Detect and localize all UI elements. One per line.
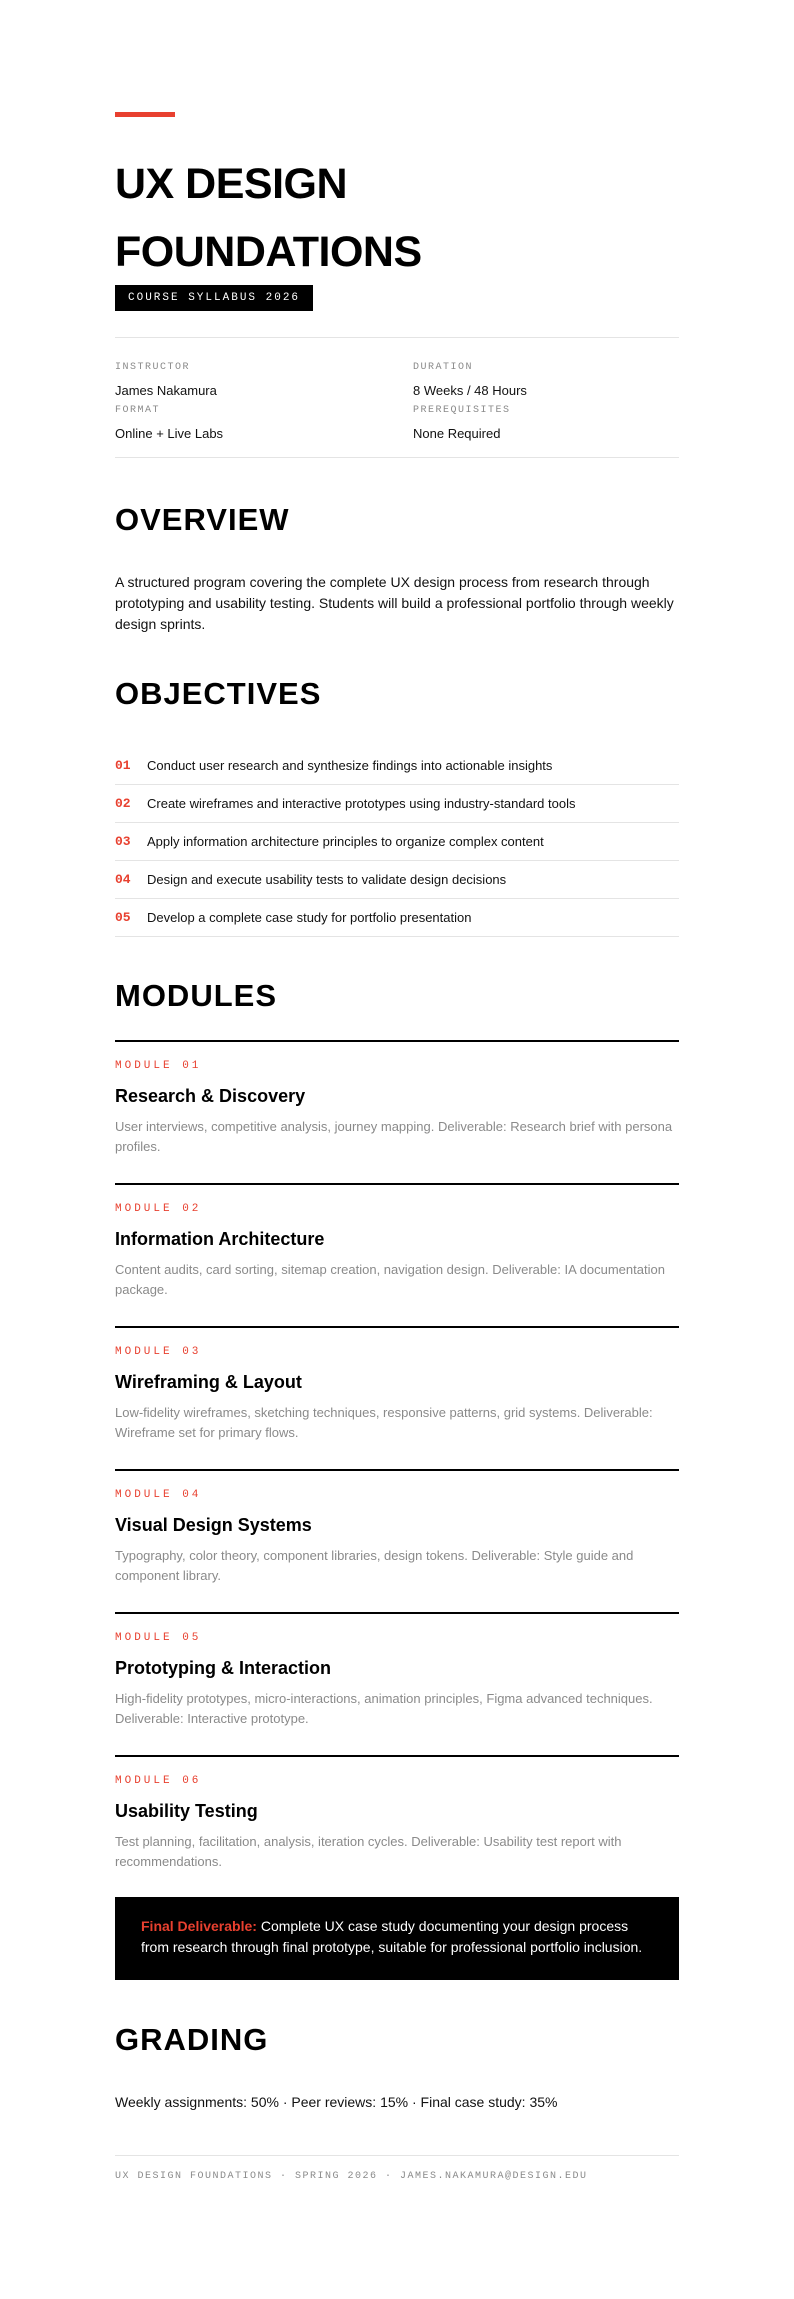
module-label: MODULE 06: [115, 1775, 202, 1787]
objective-text: Conduct user research and synthesize findings into actionable insights: [147, 758, 553, 773]
list-item: [115, 899, 679, 937]
module-description: User interviews, competitive analysis, journey mapping. Deliverable: Research brief with persona profiles.: [115, 1119, 673, 1154]
objective-number: 03: [115, 834, 131, 849]
objectives-heading: OBJECTIVES: [115, 676, 322, 711]
meta-prerequisites: [413, 405, 693, 442]
module-card: [115, 1469, 679, 1612]
meta-duration: [413, 362, 693, 399]
grading-text: Weekly assignments: 50% · Peer reviews: 15% · Final case study: 35%: [115, 2094, 558, 2110]
footer: UX DESIGN FOUNDATIONS · SPRING 2026 · JAMES.NAKAMURA@DESIGN.EDU: [115, 2155, 679, 2182]
module-card: [115, 1183, 679, 1326]
objective-text: Develop a complete case study for portfolio presentation: [147, 910, 472, 925]
meta-label: PREREQUISITES: [413, 405, 511, 416]
syllabus-badge: COURSE SYLLABUS 2026: [115, 285, 313, 311]
module-title: Research & Discovery: [115, 1086, 306, 1106]
course-title-line-2: FOUNDATIONS: [115, 228, 422, 276]
final-deliverable-callout: [115, 1897, 679, 1980]
module-label: MODULE 01: [115, 1060, 202, 1072]
list-item: [115, 747, 679, 785]
module-title: Wireframing & Layout: [115, 1372, 302, 1392]
list-item: [115, 861, 679, 899]
meta-value: James Nakamura: [115, 383, 217, 398]
module-description: Typography, color theory, component libraries, design tokens. Deliverable: Style guide and component library.: [115, 1548, 634, 1583]
course-title-line-1: UX DESIGN: [115, 160, 348, 208]
meta-label: FORMAT: [115, 405, 161, 416]
module-title: Information Architecture: [115, 1229, 325, 1249]
overview-heading: OVERVIEW: [115, 502, 290, 537]
objective-number: 01: [115, 758, 131, 773]
final-deliverable-label: Final Deliverable:: [141, 1918, 257, 1934]
grading-heading: GRADING: [115, 2022, 269, 2057]
final-deliverable-text: Complete UX case study documenting your design process from research through final prototype, suitable for professional portfolio inclusion.: [141, 1918, 643, 1955]
module-label: MODULE 05: [115, 1632, 202, 1644]
modules-list: [115, 1040, 679, 1898]
meta-value: 8 Weeks / 48 Hours: [413, 383, 527, 398]
module-label: MODULE 03: [115, 1346, 202, 1358]
list-item: [115, 823, 679, 861]
module-card: [115, 1326, 679, 1469]
accent-bar: [115, 112, 175, 117]
module-title: Visual Design Systems: [115, 1515, 312, 1535]
objective-text: Create wireframes and interactive prototypes using industry-standard tools: [147, 796, 576, 811]
module-description: Test planning, facilitation, analysis, iteration cycles. Deliverable: Usability test report with recommendations.: [115, 1834, 622, 1869]
overview-text: A structured program covering the complete UX design process from research through prototyping and usability testing. Students will build a professional portfolio through weekly design sprints.: [115, 574, 674, 632]
meta-label: INSTRUCTOR: [115, 362, 191, 373]
module-description: High-fidelity prototypes, micro-interactions, animation principles, Figma advanced techniques. Deliverable: Interactive prototype.: [115, 1691, 653, 1726]
meta-value: None Required: [413, 426, 501, 441]
module-label: MODULE 02: [115, 1203, 202, 1215]
list-item: [115, 785, 679, 823]
meta-label: DURATION: [413, 362, 474, 373]
module-title: Prototyping & Interaction: [115, 1658, 331, 1678]
meta-format: [115, 405, 395, 442]
objective-number: 04: [115, 872, 131, 887]
module-title: Usability Testing: [115, 1801, 258, 1821]
objectives-list: [115, 747, 679, 937]
meta-value: Online + Live Labs: [115, 426, 224, 441]
module-description: Low-fidelity wireframes, sketching techniques, responsive patterns, grid systems. Deliverable: Wireframe set for primary flows.: [115, 1405, 653, 1440]
modules-heading: MODULES: [115, 978, 277, 1013]
course-title: [115, 150, 679, 286]
module-card: [115, 1040, 679, 1183]
module-card: [115, 1612, 679, 1755]
objective-number: 02: [115, 796, 131, 811]
module-card: [115, 1755, 679, 1898]
objective-number: 05: [115, 910, 131, 925]
objective-text: Apply information architecture principles to organize complex content: [147, 834, 544, 849]
module-description: Content audits, card sorting, sitemap creation, navigation design. Deliverable: IA documentation package.: [115, 1262, 665, 1297]
meta-instructor: [115, 362, 395, 399]
course-meta: [115, 337, 679, 458]
objective-text: Design and execute usability tests to validate design decisions: [147, 872, 507, 887]
module-label: MODULE 04: [115, 1489, 202, 1501]
